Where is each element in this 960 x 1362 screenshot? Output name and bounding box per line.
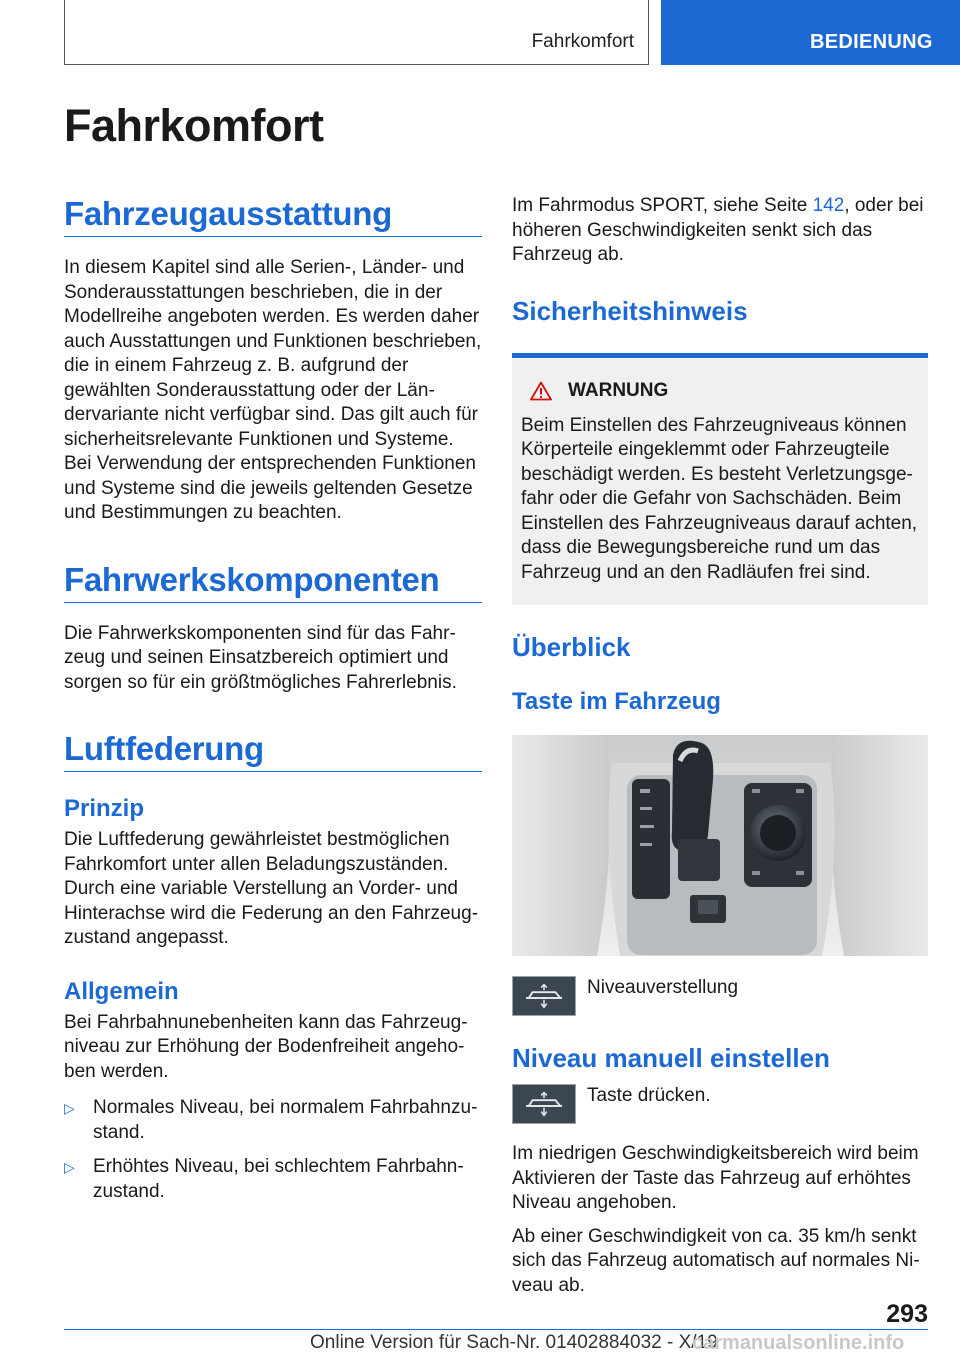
footer-divider: [64, 1329, 928, 1330]
warning-triangle-icon: [530, 381, 552, 401]
section-text-fahrwerkskomponenten: Die Fahrwerkskomponenten sind für das Fahrzeug und seinen Einsatzbereich optimiert und sorgen so für ein größtmögliches Fahrerlebnis.: [64, 622, 457, 693]
header-tab-box: [661, 0, 960, 65]
level-list: [64, 1096, 482, 1204]
center-console-photo: [512, 735, 928, 956]
suspension-level-key-icon: [512, 1084, 576, 1124]
intro-text: Im Fahrmodus SPORT, siehe Seite 142, oder bei höheren Geschwindigkeiten senkt sich das Fahrzeug ab.: [512, 195, 924, 265]
list-item: [64, 1155, 482, 1204]
list-item-text: Normales Niveau, bei normalem Fahrbahnzustand.: [93, 1097, 478, 1143]
header-section-label: Fahrkomfort: [531, 31, 634, 52]
subsection-title-prinzip: Prinzip: [64, 795, 145, 822]
left-column: [64, 194, 482, 1214]
bullet-triangle-icon: ▷: [64, 1159, 75, 1175]
online-version-text: Online Version für Sach-Nr. 01402884032 - X/19: [310, 1332, 718, 1353]
section-title-fahrwerkskomponenten: Fahrwerkskomponenten: [64, 560, 482, 603]
section-title-sicherheitshinweis: Sicherheitshinweis: [512, 295, 748, 326]
warning-box: [512, 353, 928, 606]
subsection-text-prinzip: Die Luftfederung gewährleistet bestmöglichen Fahrkomfort unter allen Beladungszuständen. Durch eine variable Verstellung an Vorder- und Hinterachse wird die Federung an den Fahrzeugzustand angepasst.: [64, 829, 479, 948]
page-number: 293: [886, 1300, 928, 1328]
section-title-luftfederung: Luftfederung: [64, 729, 482, 772]
warning-label: WARNUNG: [568, 379, 669, 401]
section-title-fahrzeugausstattung: Fahrzeugausstattung: [64, 194, 482, 237]
subsection-title-allgemein: Allgemein: [64, 977, 179, 1005]
paragraph-raise: Im niedrigen Geschwindigkeitsbereich wird beim Aktivieren der Taste das Fahrzeug auf erhöhtes Niveau angehoben.: [512, 1143, 919, 1213]
icon-caption: Niveauverstellung: [587, 977, 739, 998]
icon-caption-row: [512, 976, 928, 1016]
list-item: [64, 1096, 482, 1145]
section-title-ueberblick: Überblick: [512, 632, 631, 662]
manual-step-row: [512, 1084, 928, 1124]
section-text-fahrzeugausstattung: In diesem Kapitel sind alle Serien-, Länder- und Sonderausstattungen beschrieben, die in der Modellreihe angeboten werden. Es werden daher auch Ausstattungen und Funktionen beschrieben, die in einem Fahrzeug z. B. aufgrund der gewählten Sonderausstattung oder der Ländervariante nicht verfügbar sind. Das gilt auch für sicherheitsrelevante Funktionen und Systeme. Bei Verwendung der entsprechenden Funktionen und Systeme sind die jeweils geltenden Gesetze und Bestimmungen zu beachten.: [64, 257, 482, 523]
suspension-level-key-icon: [512, 976, 576, 1016]
right-column: [512, 194, 928, 1298]
warning-text: Beim Einstellen des Fahrzeugniveaus können Körperteile eingeklemmt oder Fahrzeugteile beschädigt werden. Es besteht Verletzungsgefahr oder die Gefahr von Sachschäden. Beim Einstellen des Fahrzeugniveaus darauf achten, dass die Bewegungsbereiche rund um das Fahrzeug und an den Radläufen frei sind.: [521, 414, 918, 583]
list-item-text: Erhöhtes Niveau, bei schlechtem Fahrbahnzustand.: [93, 1156, 464, 1202]
page-title: Fahrkomfort: [64, 100, 324, 151]
bullet-triangle-icon: ▷: [64, 1100, 75, 1116]
manual-step-text: Taste drücken.: [587, 1085, 711, 1106]
warning-header: [521, 380, 918, 402]
section-title-niveau-manuell: Niveau manuell einstellen: [512, 1043, 830, 1073]
subsection-title-taste-im-fahrzeug: Taste im Fahrzeug: [512, 688, 721, 715]
header-tab-label: BEDIENUNG: [810, 31, 933, 53]
header-section-box: [64, 0, 649, 65]
subsection-text-allgemein: Bei Fahrbahnunebenheiten kann das Fahrzeugniveau zur Erhöhung der Bodenfreiheit angehoben werden.: [64, 1011, 468, 1082]
watermark: carmanualsonline.info: [692, 1332, 905, 1354]
paragraph-lower: Ab einer Geschwindigkeit von ca. 35 km/h senkt sich das Fahrzeug automatisch auf normales Niveau ab.: [512, 1225, 920, 1296]
page-reference-link[interactable]: 142: [812, 195, 845, 216]
